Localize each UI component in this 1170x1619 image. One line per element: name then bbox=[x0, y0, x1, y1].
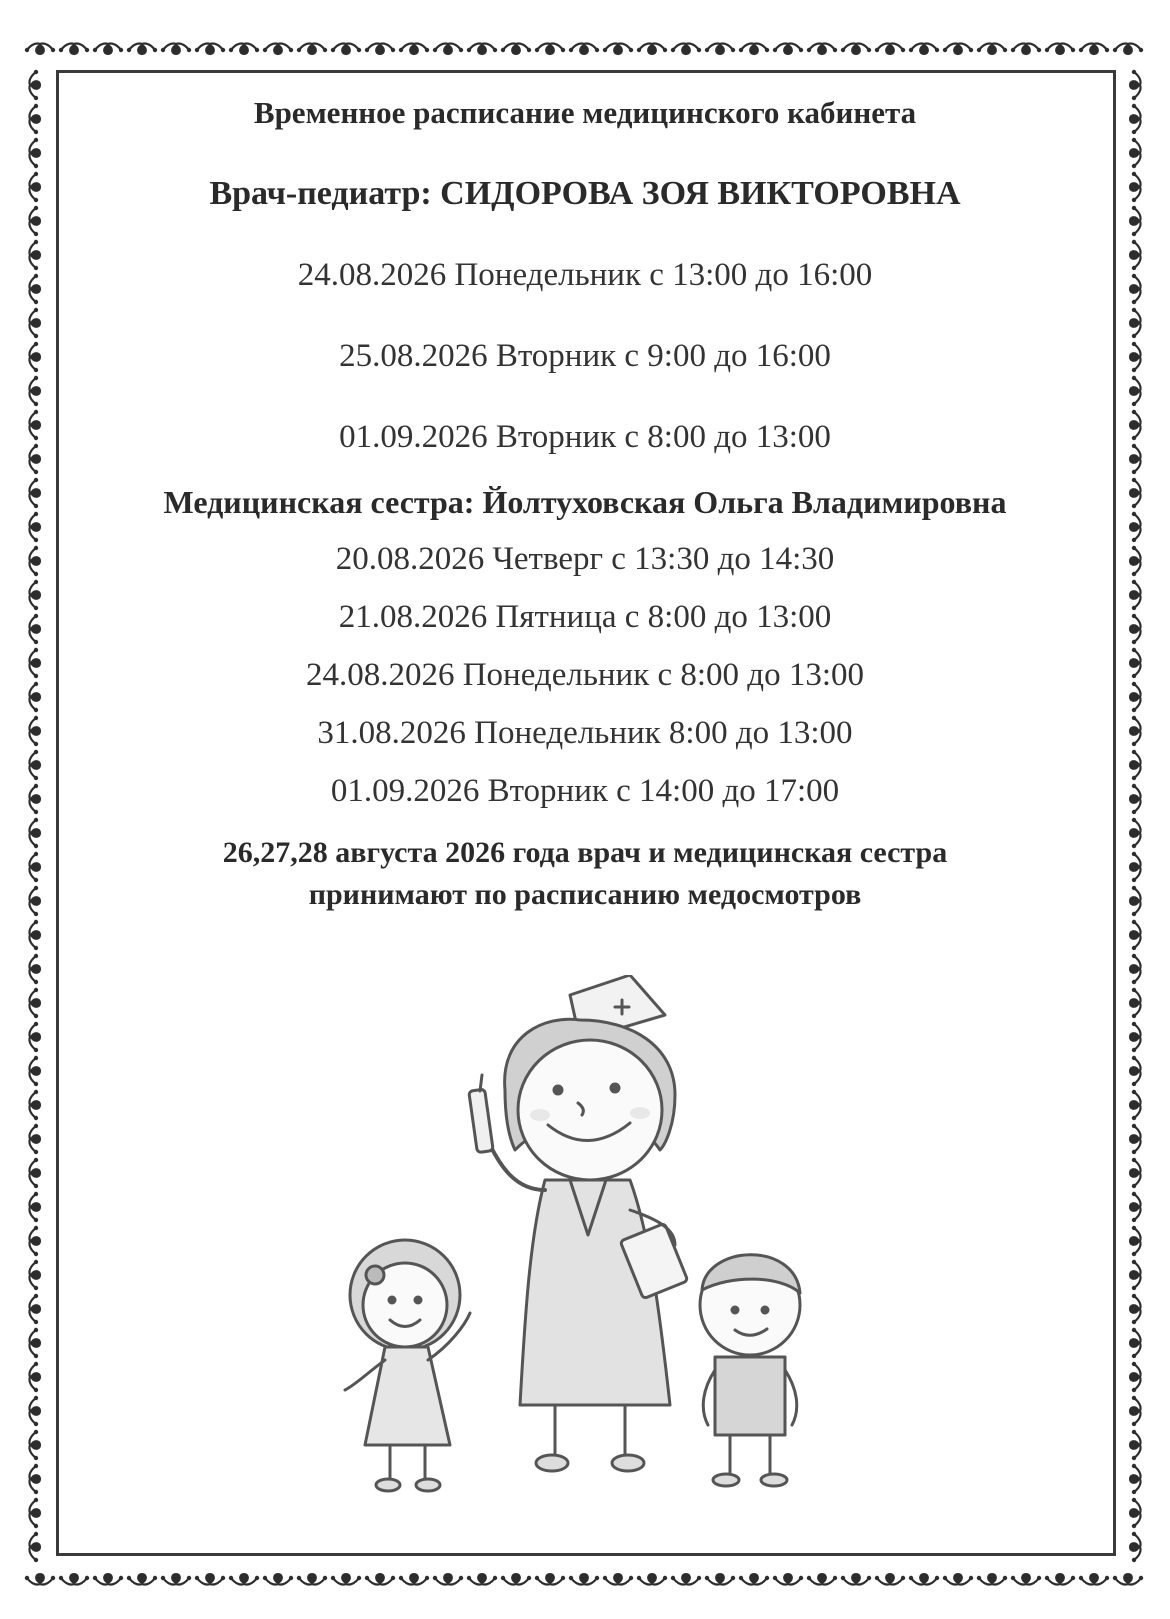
border-motif bbox=[29, 1328, 41, 1358]
border-motif bbox=[29, 614, 41, 644]
border-motif bbox=[1079, 1573, 1109, 1585]
border-motif bbox=[161, 1573, 191, 1585]
border-motif bbox=[603, 43, 633, 55]
doctor-schedule-entry: 01.09.2026 Вторник с 8:00 до 13:00 bbox=[339, 419, 831, 455]
border-motif bbox=[807, 1573, 837, 1585]
border-motif bbox=[1129, 1260, 1141, 1290]
border-motif bbox=[29, 852, 41, 882]
border-motif bbox=[943, 43, 973, 55]
border-motif bbox=[1129, 1022, 1141, 1052]
border-motif bbox=[29, 1464, 41, 1494]
border-motif bbox=[1129, 274, 1141, 304]
border-motif bbox=[1045, 43, 1075, 55]
nurse-schedule-entry: 20.08.2026 Четверг с 13:30 до 14:30 bbox=[335, 541, 835, 577]
border-motif bbox=[739, 1573, 769, 1585]
border-motif bbox=[29, 240, 41, 270]
border-motif bbox=[29, 478, 41, 508]
border-motif bbox=[29, 376, 41, 406]
border-motif bbox=[29, 886, 41, 916]
medical-exam-note-line1: 26,27,28 августа 2026 года врач и медицинская сестра bbox=[222, 836, 948, 869]
nurse-and-children-illustration bbox=[330, 975, 810, 1495]
border-motif bbox=[467, 1573, 497, 1585]
border-motif bbox=[29, 104, 41, 134]
border-motif bbox=[909, 43, 939, 55]
nurse-schedule-entry: 24.08.2026 Понедельник с 8:00 до 13:00 bbox=[305, 657, 865, 693]
border-motif bbox=[1129, 580, 1141, 610]
border-motif bbox=[1045, 1573, 1075, 1585]
nurse-heading: Медицинская сестра: Йолтуховская Ольга Владимировна bbox=[163, 484, 1007, 520]
border-motif bbox=[1129, 1192, 1141, 1222]
border-motif bbox=[29, 1158, 41, 1188]
border-motif bbox=[29, 1532, 41, 1562]
border-motif bbox=[1129, 70, 1141, 100]
border-motif bbox=[29, 580, 41, 610]
border-motif bbox=[29, 1260, 41, 1290]
border-motif bbox=[1129, 1226, 1141, 1256]
border-motif bbox=[1129, 1396, 1141, 1426]
border-motif bbox=[59, 43, 89, 55]
border-motif bbox=[977, 43, 1007, 55]
border-motif bbox=[29, 1226, 41, 1256]
border-motif bbox=[943, 1573, 973, 1585]
border-motif bbox=[25, 1573, 55, 1585]
border-motif bbox=[29, 172, 41, 202]
border-motif bbox=[263, 1573, 293, 1585]
border-motif bbox=[29, 1022, 41, 1052]
border-motif bbox=[29, 682, 41, 712]
border-motif bbox=[161, 43, 191, 55]
border-motif bbox=[773, 1573, 803, 1585]
border-motif bbox=[297, 1573, 327, 1585]
border-motif bbox=[29, 1498, 41, 1528]
border-motif bbox=[841, 1573, 871, 1585]
border-motif bbox=[1079, 43, 1109, 55]
border-motif bbox=[1129, 444, 1141, 474]
border-motif bbox=[1011, 1573, 1041, 1585]
border-motif bbox=[1129, 1090, 1141, 1120]
border-motif bbox=[1129, 410, 1141, 440]
border-motif bbox=[29, 342, 41, 372]
border-motif bbox=[841, 43, 871, 55]
border-motif bbox=[29, 1396, 41, 1426]
doctor-schedule-entry: 25.08.2026 Вторник с 9:00 до 16:00 bbox=[339, 338, 831, 374]
border-motif bbox=[433, 43, 463, 55]
border-motif bbox=[59, 1573, 89, 1585]
border-motif bbox=[365, 1573, 395, 1585]
border-motif bbox=[29, 818, 41, 848]
border-motif bbox=[1129, 1430, 1141, 1460]
medical-exam-note-line2: принимают по расписанию медосмотров bbox=[308, 878, 862, 911]
border-motif bbox=[331, 43, 361, 55]
border-motif bbox=[569, 1573, 599, 1585]
border-motif bbox=[909, 1573, 939, 1585]
border-motif bbox=[637, 43, 667, 55]
border-motif bbox=[1129, 478, 1141, 508]
border-motif bbox=[1129, 172, 1141, 202]
border-motif bbox=[1129, 682, 1141, 712]
border-motif bbox=[297, 43, 327, 55]
border-motif bbox=[637, 1573, 667, 1585]
border-motif bbox=[29, 274, 41, 304]
border-motif bbox=[1129, 1124, 1141, 1154]
border-motif bbox=[29, 308, 41, 338]
border-motif bbox=[1129, 1498, 1141, 1528]
border-motif bbox=[739, 43, 769, 55]
border-motif bbox=[229, 43, 259, 55]
border-motif bbox=[29, 1362, 41, 1392]
border-motif bbox=[467, 43, 497, 55]
border-motif bbox=[535, 43, 565, 55]
doctor-schedule-entry: 24.08.2026 Понедельник с 13:00 до 16:00 bbox=[297, 257, 873, 293]
border-motif bbox=[1129, 104, 1141, 134]
border-motif bbox=[29, 1294, 41, 1324]
border-motif bbox=[433, 1573, 463, 1585]
border-motif bbox=[29, 954, 41, 984]
border-motif bbox=[773, 43, 803, 55]
border-motif bbox=[875, 1573, 905, 1585]
border-motif bbox=[1129, 750, 1141, 780]
doctor-heading: Врач-педиатр: СИДОРОВА ЗОЯ ВИКТОРОВНА bbox=[209, 175, 961, 212]
border-motif bbox=[29, 988, 41, 1018]
border-motif bbox=[705, 1573, 735, 1585]
border-motif bbox=[1129, 818, 1141, 848]
border-motif bbox=[29, 716, 41, 746]
border-motif bbox=[29, 1192, 41, 1222]
border-motif bbox=[1129, 886, 1141, 916]
border-motif bbox=[875, 43, 905, 55]
border-motif bbox=[671, 43, 701, 55]
border-motif bbox=[1129, 512, 1141, 542]
border-motif bbox=[603, 1573, 633, 1585]
border-motif bbox=[127, 43, 157, 55]
border-motif bbox=[1129, 954, 1141, 984]
border-motif bbox=[29, 70, 41, 100]
border-motif bbox=[807, 43, 837, 55]
border-motif bbox=[29, 410, 41, 440]
border-motif bbox=[1129, 988, 1141, 1018]
border-motif bbox=[29, 512, 41, 542]
border-motif bbox=[1129, 716, 1141, 746]
border-motif bbox=[1011, 43, 1041, 55]
border-motif bbox=[569, 43, 599, 55]
border-motif bbox=[977, 1573, 1007, 1585]
border-motif bbox=[1129, 1464, 1141, 1494]
border-motif bbox=[399, 43, 429, 55]
border-motif bbox=[501, 43, 531, 55]
nurse-schedule-entry: 31.08.2026 Понедельник 8:00 до 13:00 bbox=[317, 715, 853, 751]
border-motif bbox=[1129, 546, 1141, 576]
border-motif bbox=[705, 43, 735, 55]
border-motif bbox=[1129, 784, 1141, 814]
border-motif bbox=[1129, 138, 1141, 168]
document-title: Временное расписание медицинского кабинета bbox=[253, 95, 917, 130]
border-motif bbox=[229, 1573, 259, 1585]
border-motif bbox=[29, 1090, 41, 1120]
border-motif bbox=[195, 43, 225, 55]
border-motif bbox=[1129, 1532, 1141, 1562]
border-motif bbox=[365, 43, 395, 55]
border-motif bbox=[29, 1430, 41, 1460]
border-motif bbox=[399, 1573, 429, 1585]
border-motif bbox=[195, 1573, 225, 1585]
border-motif bbox=[93, 1573, 123, 1585]
border-motif bbox=[1113, 43, 1143, 55]
nurse-schedule-entry: 21.08.2026 Пятница с 8:00 до 13:00 bbox=[338, 599, 832, 635]
border-motif bbox=[1129, 206, 1141, 236]
border-motif bbox=[501, 1573, 531, 1585]
border-motif bbox=[1129, 342, 1141, 372]
border-motif bbox=[1129, 1294, 1141, 1324]
border-motif bbox=[1129, 1056, 1141, 1086]
border-motif bbox=[1129, 648, 1141, 678]
border-motif bbox=[29, 1124, 41, 1154]
border-motif bbox=[1129, 614, 1141, 644]
border-motif bbox=[29, 750, 41, 780]
border-motif bbox=[263, 43, 293, 55]
border-motif bbox=[127, 1573, 157, 1585]
border-motif bbox=[331, 1573, 361, 1585]
border-motif bbox=[535, 1573, 565, 1585]
border-motif bbox=[1129, 240, 1141, 270]
nurse-schedule-entry: 01.09.2026 Вторник с 14:00 до 17:00 bbox=[330, 773, 840, 809]
border-motif bbox=[25, 43, 55, 55]
border-motif bbox=[1129, 308, 1141, 338]
border-motif bbox=[1129, 1362, 1141, 1392]
border-motif bbox=[29, 1056, 41, 1086]
schedule-content bbox=[70, 95, 1100, 916]
border-motif bbox=[29, 444, 41, 474]
border-motif bbox=[1129, 1328, 1141, 1358]
border-motif bbox=[29, 920, 41, 950]
border-motif bbox=[93, 43, 123, 55]
border-motif bbox=[29, 206, 41, 236]
border-motif bbox=[1113, 1573, 1143, 1585]
border-motif bbox=[29, 648, 41, 678]
border-motif bbox=[671, 1573, 701, 1585]
border-motif bbox=[1129, 852, 1141, 882]
border-motif bbox=[29, 138, 41, 168]
border-motif bbox=[1129, 376, 1141, 406]
border-motif bbox=[1129, 920, 1141, 950]
border-motif bbox=[1129, 1158, 1141, 1188]
border-motif bbox=[29, 784, 41, 814]
border-motif bbox=[29, 546, 41, 576]
